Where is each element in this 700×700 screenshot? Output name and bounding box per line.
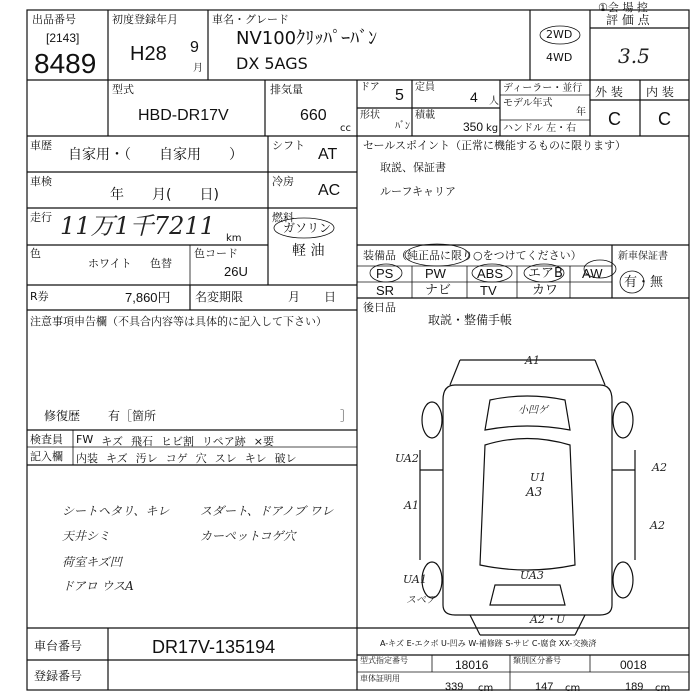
mileage-label: 走行 [30, 211, 52, 224]
height-value: 189 [625, 681, 644, 693]
frame-label: 車台番号 [34, 639, 83, 653]
repair-label: 修復歴 [44, 409, 81, 423]
width-unit: cm [565, 683, 581, 694]
recycle-value: 7,860円 [125, 290, 171, 305]
ac-label: 冷房 [272, 175, 294, 188]
history-value: 自家用・（ 自家用 ） [68, 147, 243, 163]
fuel-label: 燃料 [272, 211, 294, 224]
check-fw: FW [76, 433, 94, 446]
equip-abs: ABS [477, 266, 504, 281]
shift-label: シフト [272, 139, 305, 152]
handle-label: ハンドル 左・右 [503, 123, 577, 134]
first-reg-label: 初度登録年月 [112, 13, 178, 26]
fuel-alt: 軽 油 [292, 243, 325, 259]
mark-a2-right: A2 [652, 461, 667, 474]
load-unit: kg [486, 123, 499, 134]
check-required: ×要 [253, 435, 274, 448]
check-row-interior [76, 450, 297, 466]
color-changed: 色替 [150, 257, 172, 270]
warranty-value: 有・無 [624, 275, 664, 290]
check-torn: 破レ [274, 452, 297, 465]
repair-close: ］ [340, 409, 353, 423]
mileage-unit: km [226, 233, 242, 244]
type-cert-value: 18016 [455, 658, 489, 672]
capacity-value: 4 [470, 89, 478, 105]
note-door-knob: スダート、ドアノブ ワレ [200, 504, 334, 518]
mark-spare: スペア [406, 595, 436, 606]
length-unit: cm [478, 683, 494, 694]
model-label: 型式 [112, 83, 134, 96]
month-unit: 月 [193, 63, 203, 74]
note-seat: シートヘタリ、キレ [62, 504, 170, 518]
equip-navi: ナビ [425, 283, 452, 298]
score-value: 3.5 [618, 44, 650, 68]
equip-ps: PS [376, 266, 394, 281]
check-interior: 内装 [76, 452, 98, 465]
name-period-label: 名変期限 [195, 290, 244, 304]
mark-a2u-rear: A2・U [530, 613, 566, 626]
mark-a1-top: A1 [525, 354, 540, 367]
mark-ua1: UA1 [403, 573, 427, 586]
entry-label: 記入欄 [30, 450, 63, 463]
exterior-label: 外 装 [595, 85, 623, 99]
equip-leather: カワ [532, 283, 559, 298]
warranty-label: 新車保証書 [618, 251, 668, 262]
first-reg-month: 9 [190, 39, 199, 56]
note-cargo: 荷室キズ凹 [62, 555, 122, 569]
drive-2wd: 2WD [546, 28, 573, 41]
sales-item-2: ルーフキャリア [380, 185, 457, 198]
note-ceiling: 天井シミ [62, 529, 111, 543]
mark-ua2: UA2 [395, 452, 419, 465]
first-reg-year: H28 [130, 43, 167, 65]
inspection-label: 車検 [30, 175, 52, 188]
note-carpet: カーペットコゲ穴 [200, 529, 296, 543]
check-hole: 穴 [195, 452, 207, 465]
caution-title: 注意事項申告欄（不具合内容等は具体的に記入して下さい） [30, 315, 327, 328]
repair-value: 有［箇所 [108, 409, 157, 423]
shape-value: ﾊﾞﾝ [395, 121, 410, 132]
year-unit: 年 [576, 107, 586, 118]
model-value: HBD-DR17V [138, 107, 229, 124]
car-name: NV100ｸﾘｯﾊﾟｰﾊﾞﾝ [236, 28, 378, 49]
lot-code: [2143] [46, 31, 80, 45]
color-code-label: 色コード [194, 247, 238, 260]
car-grade: DX 5AGS [236, 54, 308, 73]
load-label: 積載 [415, 110, 435, 121]
check-int-scratch: キズ [106, 452, 128, 465]
model-year-label: モデル年式 [503, 98, 553, 109]
shape-label: 形状 [360, 110, 380, 121]
venue-note: ①会 場 控 [598, 1, 648, 14]
mark-a1-left: A1 [404, 499, 419, 512]
reg-label: 登録番号 [34, 669, 83, 683]
mark-u1: U1 [530, 471, 547, 484]
note-door-edge: ドアロ ウスA [62, 579, 134, 593]
displacement-unit: cc [340, 123, 351, 134]
fuel-circled: ガソリン [283, 221, 332, 235]
shift-value: AT [318, 146, 338, 163]
mileage-value: 11万1千7211 [60, 212, 215, 240]
inspection-value: 年 月( 日) [110, 187, 219, 203]
height-unit: cm [655, 683, 671, 694]
history-label: 車歴 [30, 139, 52, 152]
frame-number: DR17V-135194 [152, 637, 276, 657]
interior-grade: C [658, 109, 671, 129]
color-code-value: 26U [224, 264, 248, 279]
mark-a3: A3 [526, 485, 543, 499]
check-repair-trace: リペア跡 [202, 435, 246, 448]
class-value: 0018 [620, 658, 647, 672]
length-value: 339 [445, 681, 464, 693]
equip-airbag: エアB [528, 266, 563, 281]
displacement-value: 660 [300, 107, 327, 124]
mark-roof-dent: 小凹ゲ [518, 405, 548, 416]
equip-pw: PW [425, 266, 446, 281]
lot-number: 8489 [34, 48, 97, 79]
sales-item-1: 取説、保証書 [380, 161, 446, 174]
displacement-label: 排気量 [270, 83, 303, 96]
lot-label: 出品番号 [32, 13, 76, 26]
equip-tv: TV [480, 283, 497, 298]
doors-label: ドア [360, 82, 380, 93]
ac-value: AC [318, 182, 341, 199]
drive-4wd: 4WD [546, 51, 573, 64]
check-burn: コゲ [165, 452, 188, 465]
name-label: 車名・グレード [212, 13, 289, 26]
recycle-label: R券 [30, 290, 49, 303]
legend: A-キズ E-エクボ U-凹み W-補修跡 S-サビ C-腐食 XX-交換済 [380, 639, 597, 648]
after-title: 後日品 [363, 301, 396, 314]
check-row-exterior [76, 433, 274, 449]
capacity-label: 定員 [415, 82, 435, 93]
color-value: ホワイト [88, 257, 132, 270]
name-period-value: 月 日 [288, 290, 337, 304]
check-scratch: キズ [101, 435, 123, 448]
mark-ua3: UA3 [520, 569, 544, 582]
sales-title: セールスポイント（正常に機能するものに限ります） [363, 139, 627, 152]
exterior-grade: C [608, 109, 621, 129]
check-wear: スレ [214, 452, 237, 465]
length-label: 車体証明用 [360, 674, 400, 683]
equip-sr: SR [376, 283, 395, 298]
capacity-unit: 人 [489, 96, 499, 107]
equip-aw: AW [582, 266, 603, 281]
type-cert-label: 型式指定番号 [360, 656, 408, 665]
color-label: 色 [30, 247, 41, 260]
load-value: 350 [463, 120, 484, 134]
check-crack: ヒビ割 [161, 435, 194, 448]
after-items: 取説・整備手帳 [428, 313, 513, 327]
class-label: 類別区分番号 [513, 656, 561, 665]
check-cut: キレ [244, 452, 267, 465]
interior-label: 内 装 [646, 85, 674, 99]
check-dirt: 汚レ [135, 452, 158, 465]
check-stone: 飛石 [131, 435, 153, 448]
width-value: 147 [535, 681, 554, 693]
mark-a2-lower: A2 [650, 519, 665, 532]
inspector-label: 検査員 [30, 433, 63, 446]
doors-value: 5 [395, 87, 404, 104]
score-label: 評 価 点 [606, 13, 650, 27]
equipment-title: 装備品（純正品に限り○をつけてください） [363, 249, 582, 262]
dealer-label: ディーラー・並行 [503, 83, 583, 94]
